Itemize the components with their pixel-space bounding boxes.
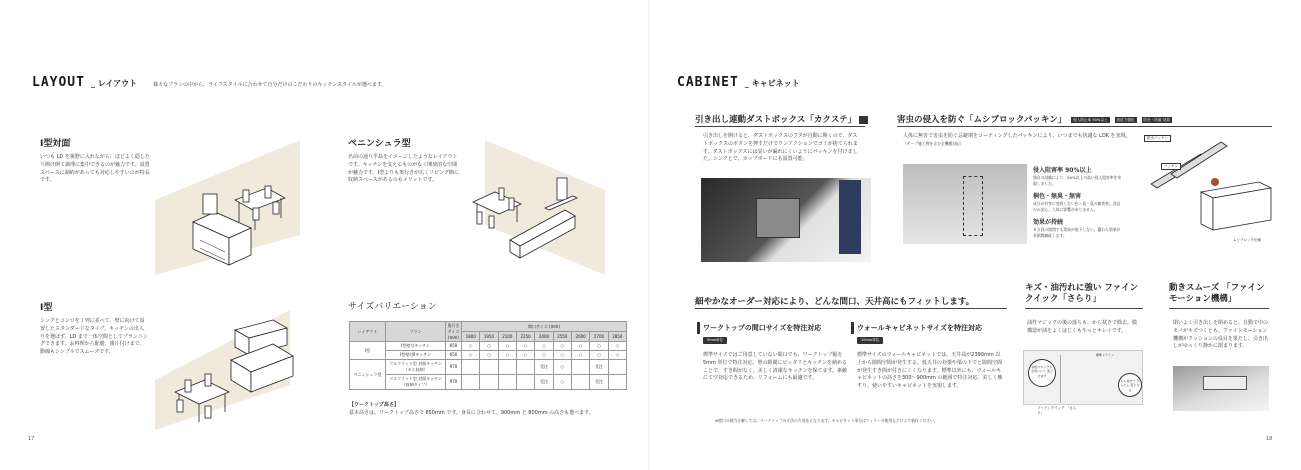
cell-mark: ○ <box>498 351 516 360</box>
cell-mark: ○ <box>498 342 516 351</box>
wallcabinet-order-pill: 10mm単位 <box>857 337 883 344</box>
badge: 防虫・防鼠 効果 <box>1143 118 1170 122</box>
table-row <box>350 351 627 360</box>
size-variation-title: サイズバリエーション <box>348 302 437 312</box>
packing-label: パッキン <box>1161 163 1181 170</box>
kitchen-illustration-peninsula <box>465 140 605 275</box>
cabinet-subtitle: _ キャビネット <box>744 79 800 88</box>
order-heading: 細やかなオーダー対応により、どんな間口、天井高にもフィットします。 <box>695 297 975 307</box>
layout-item-heading: I型 <box>40 303 53 313</box>
width-cell: 2400 <box>535 332 553 342</box>
cell-mark: ○ <box>480 342 498 351</box>
layout-item-i <box>40 302 148 357</box>
cell-mark: ○ <box>462 351 480 360</box>
sarari-block <box>1025 283 1143 306</box>
mushiblock-note: （テープ施工例を含む全機種対応） <box>903 141 964 146</box>
sarari-text: 油性マジックの後の落ちも、から拭きで除去。膜構造が油をよくはじくもやっとキレイです。 <box>1027 320 1138 334</box>
table-header-depth: 奥行きサイズ(mm) <box>446 322 462 342</box>
worktop-note: 基本高さは、ワークトップ高さで 850mm です。身長に合わせて、900mm と 800mm の高さも選べます。 <box>349 410 594 416</box>
cell-mark: ○ <box>553 374 571 389</box>
cabinet-title: CABINET <box>677 75 739 90</box>
dustbox-icon <box>859 116 868 124</box>
kakusute-rule <box>695 126 865 127</box>
width-cell: 2600 <box>571 332 589 342</box>
order-rule <box>695 308 1007 309</box>
cell-mark: ○ <box>553 351 571 360</box>
sarari-caption: ファインクイック 「さらり」 <box>1037 406 1077 416</box>
layout-item-taimen <box>40 138 150 185</box>
cell-mark <box>608 360 626 375</box>
size-table <box>349 321 627 390</box>
cell-layout: I型 <box>350 342 386 360</box>
mushiblock-heading: 害虫の侵入を防ぐ「ムシブロックパッキン」 <box>897 115 1067 125</box>
layout-item-heading: ペニンシュラ型 <box>348 139 411 149</box>
table-header-layout: レイアウト <box>350 322 386 342</box>
cell-mark <box>462 360 480 375</box>
cell-mark: 受注 <box>590 374 608 389</box>
badge: 抵抗力強化 <box>1116 118 1135 122</box>
order-block <box>695 296 1007 308</box>
cell-plan: I型壁付Ⅱキッチン <box>386 351 446 360</box>
cell-mark <box>571 360 589 375</box>
kakusute-text: 引き出しを開けると、ダストボックスのフタが自動に開くので、ダストボックスのボタンを押すだけでワンアクションでゴミが捨てられます。ダストボックスには臭いが漏れにくいようにパッキンを付けました。シンクとで、カップボードにも設置可能。 <box>703 133 858 163</box>
cell-mark: ○ <box>535 351 553 360</box>
width-cell: 2850 <box>608 332 626 342</box>
cell-depth: 650 <box>446 351 462 360</box>
cell-mark: ○ <box>480 351 498 360</box>
cell-mark: 受注 <box>590 360 608 375</box>
feature-text: 独自の試験により、90%以上の高い侵入阻害率を実現しました。 <box>1033 175 1122 187</box>
width-cell: 1950 <box>480 332 498 342</box>
cell-mark: ○ <box>516 342 534 351</box>
feature-heading: 侵入阻害率 90%以上 <box>1033 167 1092 174</box>
badge: 侵入防止率 90%以上 <box>1073 118 1108 122</box>
surface-divider <box>1060 355 1061 403</box>
cell-mark: 受注 <box>535 360 553 375</box>
cell-mark: ○ <box>608 342 626 351</box>
worktop-order-text: 標準サイズではご用意していない間口でも、ワークトップ幅を5mm 単位で特注対応。壁の隙間にピッタリとキッチンを納めることで、すき間がなく、美しく清潔なキッチンを保てます。素敵にて空対応できるため、リフォームにも最適です。 <box>703 352 848 382</box>
cell-mark: ○ <box>462 342 480 351</box>
cell-depth: 650 <box>446 342 462 351</box>
table-header-plan: プラン <box>386 322 446 342</box>
layout-subtitle: _ レイアウト <box>90 79 138 88</box>
cell-mark: ○ <box>571 342 589 351</box>
kakusute-header <box>695 114 868 126</box>
person-figure <box>839 180 861 254</box>
kitchen-illustration-taimen <box>155 140 300 275</box>
worktop-note-title: 【ワークトップ高さ】 <box>349 402 399 408</box>
cell-mark: ○ <box>516 351 534 360</box>
feature-heading: 効果が持続 <box>1033 219 1064 227</box>
cell-mark: ○ <box>553 360 571 375</box>
layout-item-text: いつも LD を視野に入れながら、ほどよく隠したり開け開て調理に集中できるのが魅力です。設置スペースに制約があっても対応しやすいのが特長です。 <box>40 154 150 184</box>
cabinet-cross-section <box>1199 178 1274 238</box>
cell-mark <box>516 360 534 375</box>
feature-heading: 桐色・無臭・無害 <box>1033 193 1082 201</box>
kakusute-heading: 引き出し連動ダストボックス「カクステ」 <box>695 115 857 125</box>
layout-item-text: 名前の通り半島をイメージしたようなレイアウトです。キッチンを支えるものがなく開放的な空間が魅力です。I型よりも奥行きが広くリビング側に収納スペースがあるのもメリットです。 <box>348 154 459 184</box>
wallcabinet-order-heading: ウォールキャビネットサイズを特注対応 <box>857 324 983 332</box>
cell-mark <box>480 374 498 389</box>
cell-mark: ○ <box>571 351 589 360</box>
layout-item-text: シンクとコンロを１列に並べて、壁に向けて設置したスタンダードなタイプ。キッチンの出入りを選ばず、LD まで一体空間としてプランニングできます。お料理から配膳、後片付けまで、動線もシンプルでスムーズです。 <box>40 318 148 356</box>
finemotion-photo <box>1173 366 1269 411</box>
sarari-heading: キズ・油汚れに強い ファインクイック「さらり」 <box>1025 283 1139 305</box>
finemotion-block <box>1169 283 1269 306</box>
mushiblock-text: 人体に無害で害虫を防ぐ忌避剤をコーティングしたパッキンにより、いつまでも快適な LDK を実現。 <box>903 133 1131 139</box>
cell-plan: フルフラット型 対面キッチン（収納タイプ） <box>386 374 446 389</box>
table-header-row <box>350 322 627 332</box>
layout-item-heading: I型対面 <box>40 139 71 149</box>
cell-mark: ○ <box>553 342 571 351</box>
sarari-label2: 標準メラミン <box>1096 353 1115 357</box>
cell-mark <box>498 374 516 389</box>
sarari-callout: 油性マジックも 水洗いにて 落とせます <box>1028 359 1056 387</box>
feature-text: ８万回の開閉でも効果が低下しない。優れた効果が長期間継続します。 <box>1033 227 1121 239</box>
finemotion-heading: 動きスムーズ 「ファインモーション機構」 <box>1169 283 1265 305</box>
right-page <box>651 0 1301 470</box>
width-cell: 2100 <box>498 332 516 342</box>
sarari-callout: から拭きで かんたん 落とせる <box>1118 373 1142 397</box>
cell-mark <box>462 374 480 389</box>
finemotion-text: 閉いよく引き出しを閉めると、自動で中のモノがキズつくとも、ファインモーション機構がクッションの役目を果たし、引き出しがゆっくり静かに閉まります。 <box>1173 320 1269 350</box>
feature-text: 成分が有害に変質しない色・臭・臭の無害材。食品のみ安心。人体に影響がありません。 <box>1033 201 1121 213</box>
table-header-width: 間口サイズ (mm) <box>462 322 627 332</box>
mushiblock-header <box>897 114 1172 126</box>
mushiblock-features <box>1033 166 1123 239</box>
cell-mark <box>480 360 498 375</box>
accent-bar <box>697 322 700 334</box>
width-cell: 2700 <box>590 332 608 342</box>
left-page <box>0 0 650 470</box>
worktop-order-pill: 5mm単位 <box>703 337 727 344</box>
order-footnote: ※壁口の割当分解しては、ワークトップの寸法の方対応となります。キャビネット事分はフィラーの使用などにより新作ください。 <box>715 418 938 423</box>
width-cell: 2250 <box>516 332 534 342</box>
mushiblock-photo <box>903 164 1027 244</box>
cell-mark: 受注 <box>535 374 553 389</box>
packing-highlight <box>963 176 983 236</box>
width-cell: 2550 <box>553 332 571 342</box>
layout-header <box>32 74 387 93</box>
cell-mark <box>516 374 534 389</box>
wallcabinet-order-text: 標準サイズのウォールキャビネットでは、天井高が2390mm 以上から隙間空間が発生する。低天井の対策や梁の下でと隙間空間が発生すき間が付きにくくなります。標準以外にも、ウォールキャビネットの高さを300～900mm の範囲で特注対応。美しく飾すり、使いやすいキャビネットを実現します。 <box>857 352 1003 389</box>
cell-plan: フルフラット型 対面キッチン（セミ収納） <box>386 360 446 375</box>
cell-mark: ○ <box>590 351 608 360</box>
cell-mark: ○ <box>608 351 626 360</box>
accent-bar <box>851 322 854 334</box>
page-number-left: 17 <box>28 436 35 442</box>
cell-mark: ○ <box>590 342 608 351</box>
cell-mark <box>571 374 589 389</box>
table-row <box>350 360 627 375</box>
dustbox-photo-detail <box>756 198 800 238</box>
cell-plan: I型壁付キッチン <box>386 342 446 351</box>
layout-item-peninsula <box>348 138 460 185</box>
layout-intro: 様々なプランの中から、ライフスタイルに合わせて自分だけのこだわりのキッチンスタイルが選べます。 <box>153 82 387 88</box>
cabinet-header <box>677 74 800 93</box>
cell-mark <box>608 374 626 389</box>
cell-mark <box>498 360 516 375</box>
cell-mark: ○ <box>535 342 553 351</box>
mushiblock-rule <box>897 126 1272 127</box>
table-row <box>350 342 627 351</box>
cell-depth: 970 <box>446 360 462 375</box>
layout-title: LAYOUT <box>32 75 85 90</box>
sarari-illustration <box>1023 350 1143 405</box>
worktop-order-heading: ワークトップの間口サイズを特注対応 <box>703 324 822 332</box>
cell-layout: ペニンシュラ型 <box>350 360 386 389</box>
sarari-rule <box>1025 308 1143 309</box>
width-cell: 1800 <box>462 332 480 342</box>
drawer-detail <box>1203 376 1247 390</box>
kakusute-photo <box>701 178 871 262</box>
packing-label: 防虫パッキン <box>1144 135 1171 142</box>
table-row <box>350 374 627 389</box>
page-number-right: 18 <box>1266 436 1273 442</box>
mushiblock-caption: ムシブロック仕様 <box>1233 238 1261 242</box>
finemotion-rule <box>1169 308 1269 309</box>
kitchen-illustration-i <box>155 300 305 430</box>
cell-depth: 970 <box>446 374 462 389</box>
